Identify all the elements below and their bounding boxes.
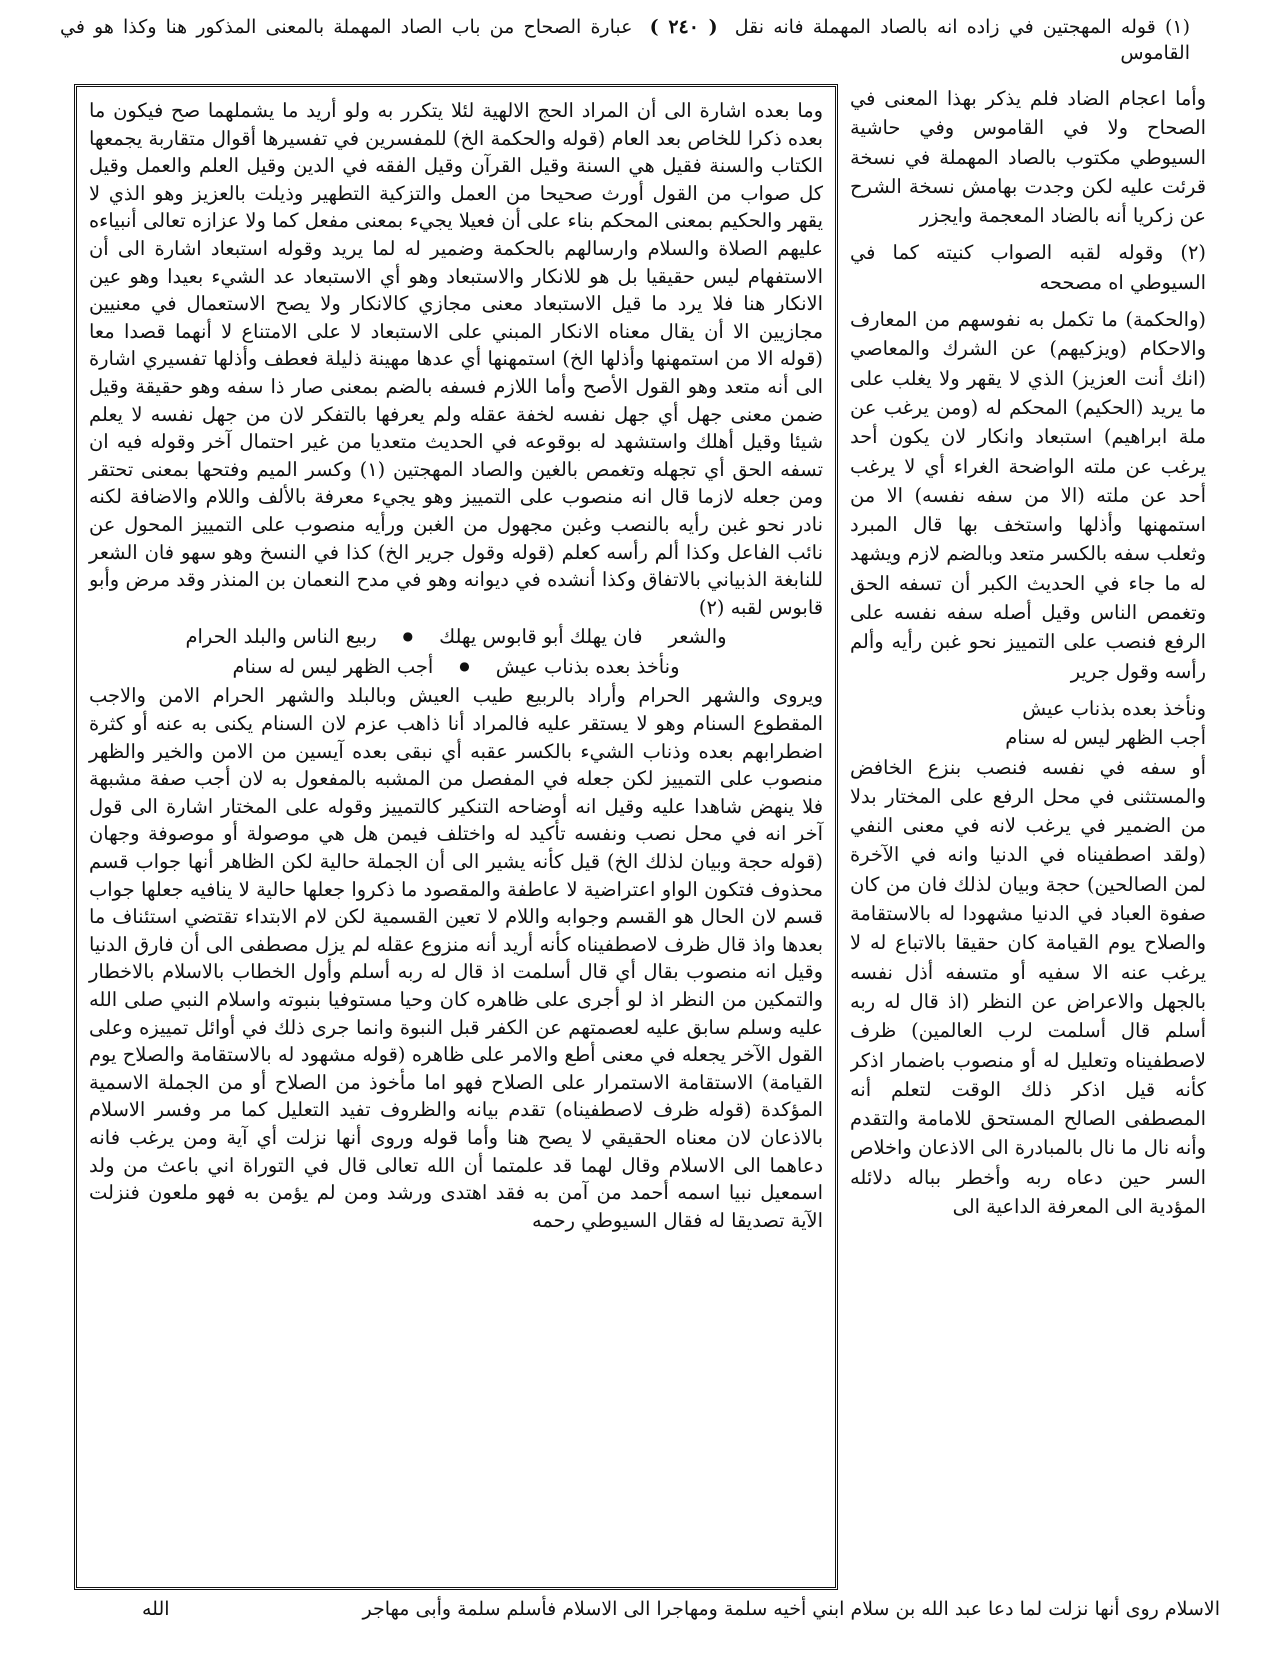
page-footer-catchword: الله <box>142 1598 170 1620</box>
commentary-box <box>74 84 838 1590</box>
footnote-continuation: وأما اعجام الضاد فلم يذكر بهذا المعنى في الصحاح ولا في القاموس وفي حاشية السيوطي مكتوب بالصاد المهملة في نسخة قرئت عليه لكن وجدت بهامش نسخة الشرح عن زكريا أنه بالضاد المعجمة وايجزر <box>850 87 1206 228</box>
poetry-verse-1 <box>89 623 823 651</box>
footnote-2: (٢) وقوله لقبه الصواب كنيته كما في السيوطي اه مصححه <box>850 241 1206 294</box>
verse-hemistich-b: أجب الظهر ليس له سنام <box>232 654 434 678</box>
verse-separator-icon: ● <box>402 629 414 644</box>
header-footnote-text-continued: عبارة الصحاح من باب الصاد المهملة بالمعنى المذكور هنا وكذا هو في القاموس <box>60 16 1190 64</box>
poetry-verse-2 <box>89 653 823 681</box>
verse-hemistich-a: ونأخذ بعده بذناب عيش <box>495 654 680 678</box>
page-header <box>60 14 1190 70</box>
verse-separator-icon: ● <box>459 658 470 673</box>
tafsir-verse-line-1: ونأخذ بعده بذناب عيش <box>1022 696 1206 720</box>
page-number: ( ٢٤٠ ) <box>649 16 718 38</box>
commentary-paragraph-2: ويروى والشهر الحرام وأراد بالربيع طيب العيش وبالبلد والشهر الحرام الامن والاجب المقطوع السنام وهو لا يستقر عليه فالمراد أنا ذاهب عزم لان السنام يكنى به عنه أو كثرة اضطرابهم بعده وذناب الشيء بالكسر عقبه أي نبقى بعده آيسين من الامن والخير والظهر منصوب على التمييز لكن جعله في المفصل من المشبه بالمفعول به لان أجب صفة مشبهة فلا ينهض شاهدا عليه وقيل انه أوضاحه التنكير كالتمييز وقوله على المختار اشارة الى قول آخر انه في محل نصب ونفسه تأكيد له واختلف فيمن هل هي موصولة أو موصوفة وجهان (قوله حجة وبيان لذلك الخ) قيل كأنه يشير الى أن الجملة حالية لكن الظاهر أنها جواب قسم محذوف فتكون الواو اعتراضية لا عاطفة والمقصود ما ذكروا جعلها حالية لا ينافيه جعلها جواب قسم لان الحال هو القسم وجوابه واللام لا تعين القسمية لكن لام الابتداء تقتضي استئناف ما بعدها واذ قال ظرف لاصطفيناه كأنه أريد أنه منزوع عقله لم يزل مصطفى الى أن فارق الدنيا وقيل انه منصوب بقال أي قال أسلمت اذ قال له ربه أسلم وأول الخطاب بالاسلام بالاخطار والتمكين من النظر اذ لو أجرى على ظاهره كان وحيا مستوفيا بنبوته واسلام النبي صلى الله عليه وسلم سابق عليه لعصمتهم عن الكفر قبل النبوة وانما جرى ذلك في أوائل تمييزه وعلى القول الآخر يجعله في معنى أطع والامر على ظاهره (قوله مشهود له بالاستقامة والصلاح يوم القيامة) الاستقامة الاستمرار على الصلاح فهو اما مأخوذ من الصلاح أو من الجملة الاسمية المؤكدة (قوله ظرف لاصطفيناه) تقدم بيانه والظروف تفيد التعليل كما مر وفسر الاسلام بالاذعان لان معناه الحقيقي لا يصح هنا وأما قوله وروى أنها نزلت أي آية ومن يرغب فانه دعاهما الى الاسلام وقال لهما قد علمتما أن الله تعالى قال في التوراة اني باعث من ولد اسمعيل نبيا اسمه أحمد من آمن به فقد اهتدى ورشد ومن لم يؤمن به فهو ملعون فنزلت الآية تصديقا له فقال السيوطي رحمه <box>89 684 823 1232</box>
tafsir-paragraph-2: أو سفه في نفسه فنصب بنزع الخافض والمستثنى في محل الرفع على المختار بدلا من الضمير في يرغب لانه في معنى النفي (ولقد اصطفيناه في الدنيا وانه في الآخرة لمن الصالحين) حجة وبيان لذلك فان من كان صفوة العباد في الدنيا مشهودا له بالاستقامة والصلاح يوم القيامة كان حقيقا بالاتباع له لا يرغب عنه الا سفيه أو متسفه أذل نفسه بالجهل والاعراض عن النظر (اذ قال له ربه أسلم قال أسلمت لرب العالمين) ظرف لاصطفيناه وتعليل له أو منصوب باضمار اذكر كأنه قيل اذكر ذلك الوقت لتعلم أنه المصطفى الصالح المستحق للامامة والتقدم وأنه نال ما نال بالمبادرة الى الاذعان واخلاص السر حين دعاه ربه وأخطر بباله دلائله المؤدية الى المعرفة الداعية الى <box>850 755 1206 1218</box>
verse-label: والشعر <box>668 625 727 649</box>
verse-hemistich-b: ربيع الناس والبلد الحرام <box>185 625 377 649</box>
header-footnote-text: (١) قوله المهجتين في زاده انه بالصاد المهملة فانه نقل <box>734 16 1190 38</box>
tafsir-verse-line-2: أجب الظهر ليس له سنام <box>1005 726 1206 750</box>
verse-hemistich-a: فان يهلك أبو قابوس يهلك <box>439 625 643 649</box>
tafsir-column <box>850 84 1206 1590</box>
tafsir-paragraph-1: (والحكمة) ما تكمل به نفوسهم من المعارف والاحكام (ويزكيهم) عن الشرك والمعاصي (انك أنت العزيز) الذي لا يقهر ولا يغلب على ما يريد (الحكيم) المحكم له (ومن يرغب عن ملة ابراهيم) استبعاد وانكار لان يكون أحد يرغب عن ملته الواضحة الغراء أي لا يرغب أحد عن ملته (الا من سفه نفسه) الا من استمهنها وأذلها واستخف بها قال المبرد وثعلب سفه بالكسر متعد وبالضم لازم ويشهد له ما جاء في الحديث الكبر أن تسفه الحق وتغمص الناس وقيل أصله سفه نفسه على الرفع فنصب على التمييز نحو غبن رأيه وألم رأسه وقول جرير <box>850 308 1206 683</box>
commentary-paragraph-1: وما بعده اشارة الى أن المراد الحج الالهية لئلا يتكرر به ولو أريد ما يشملهما صح فيكون ما بعده ذكرا للخاص بعد العام (قوله والحكمة الخ) للمفسرين في تفسيرها أقوال متقاربة يجمعها الكتاب والسنة فقيل هي السنة وقيل القرآن وقيل الفقه في الدين وقيل العلم والعمل وقيل كل صواب من القول أورث صحيحا من العمل والتزكية التطهير وذيلت بالعزيز وهو الذي لا يقهر والحكيم بمعنى المحكم بناء على أن فعيلا يجيء بمعنى مفعل كما ولا عزازه تعالى أنبياءه عليهم الصلاة والسلام وارسالهم بالحكمة وضمير له لما يريد وقوله استبعاد اشارة الى أن الاستفهام ليس حقيقيا بل هو للانكار والاستبعاد وهو أي الاستبعاد عد الشيء بعيدا وهو عين الانكار هنا فلا يرد ما قيل الاستبعاد معنى مجازي كالانكار ولا يصح الاستعمال في معنيين مجازيين الا أن يقال معناه الانكار المبني على الاستبعاد لا على الامتناع لا أنهما قصدا معا (قوله الا من استمهنها وأذلها الخ) استمهنها أي عدها مهينة ذليلة فعطف وأذلها تفسيري اشارة الى أنه متعد وهو القول الأصح وأما اللازم فسفه بالضم بمعنى صار ذا سفه وهو حقيقة وقيل ضمن معنى جهل أي جهل نفسه لخفة عقله ولم يعرفها بالتفكر لان من جهل نفسه لا يعلم شيئا وقيل أهلك واستشهد له بوقوعه في الحديث متعديا من غير احتمال آخر وقوله فيه ان تسفه الحق أي تجهله وتغمص بالغين والصاد المهجتين (١) وكسر الميم وفتحها بمعنى تحتقر ومن جعله لازما قال انه منصوب على التمييز وهو يجيء معرفة بالألف واللام والاضافة لكنه نادر نحو غبن رأيه بالنصب وغبن مجهول من الغبن ورأيه منصوب على التمييز المحول عن نائب الفاعل وكذا ألم رأسه كعلم (قوله وقول جرير الخ) كذا في النسخ وهو سهو فان الشعر للنابغة الذبياني بالاتفاق وكذا أنشده في ديوانه وهو في مدح النعمان بن المنذر وقد مرض وأبو قابوس لقبه (٢) <box>89 99 823 619</box>
page-footer-line: الاسلام روى أنها نزلت لما دعا عبد الله بن سلام ابني أخيه سلمة ومهاجرا الى الاسلام فأسلم سلمة وأبى مهاجر <box>362 1598 1220 1620</box>
